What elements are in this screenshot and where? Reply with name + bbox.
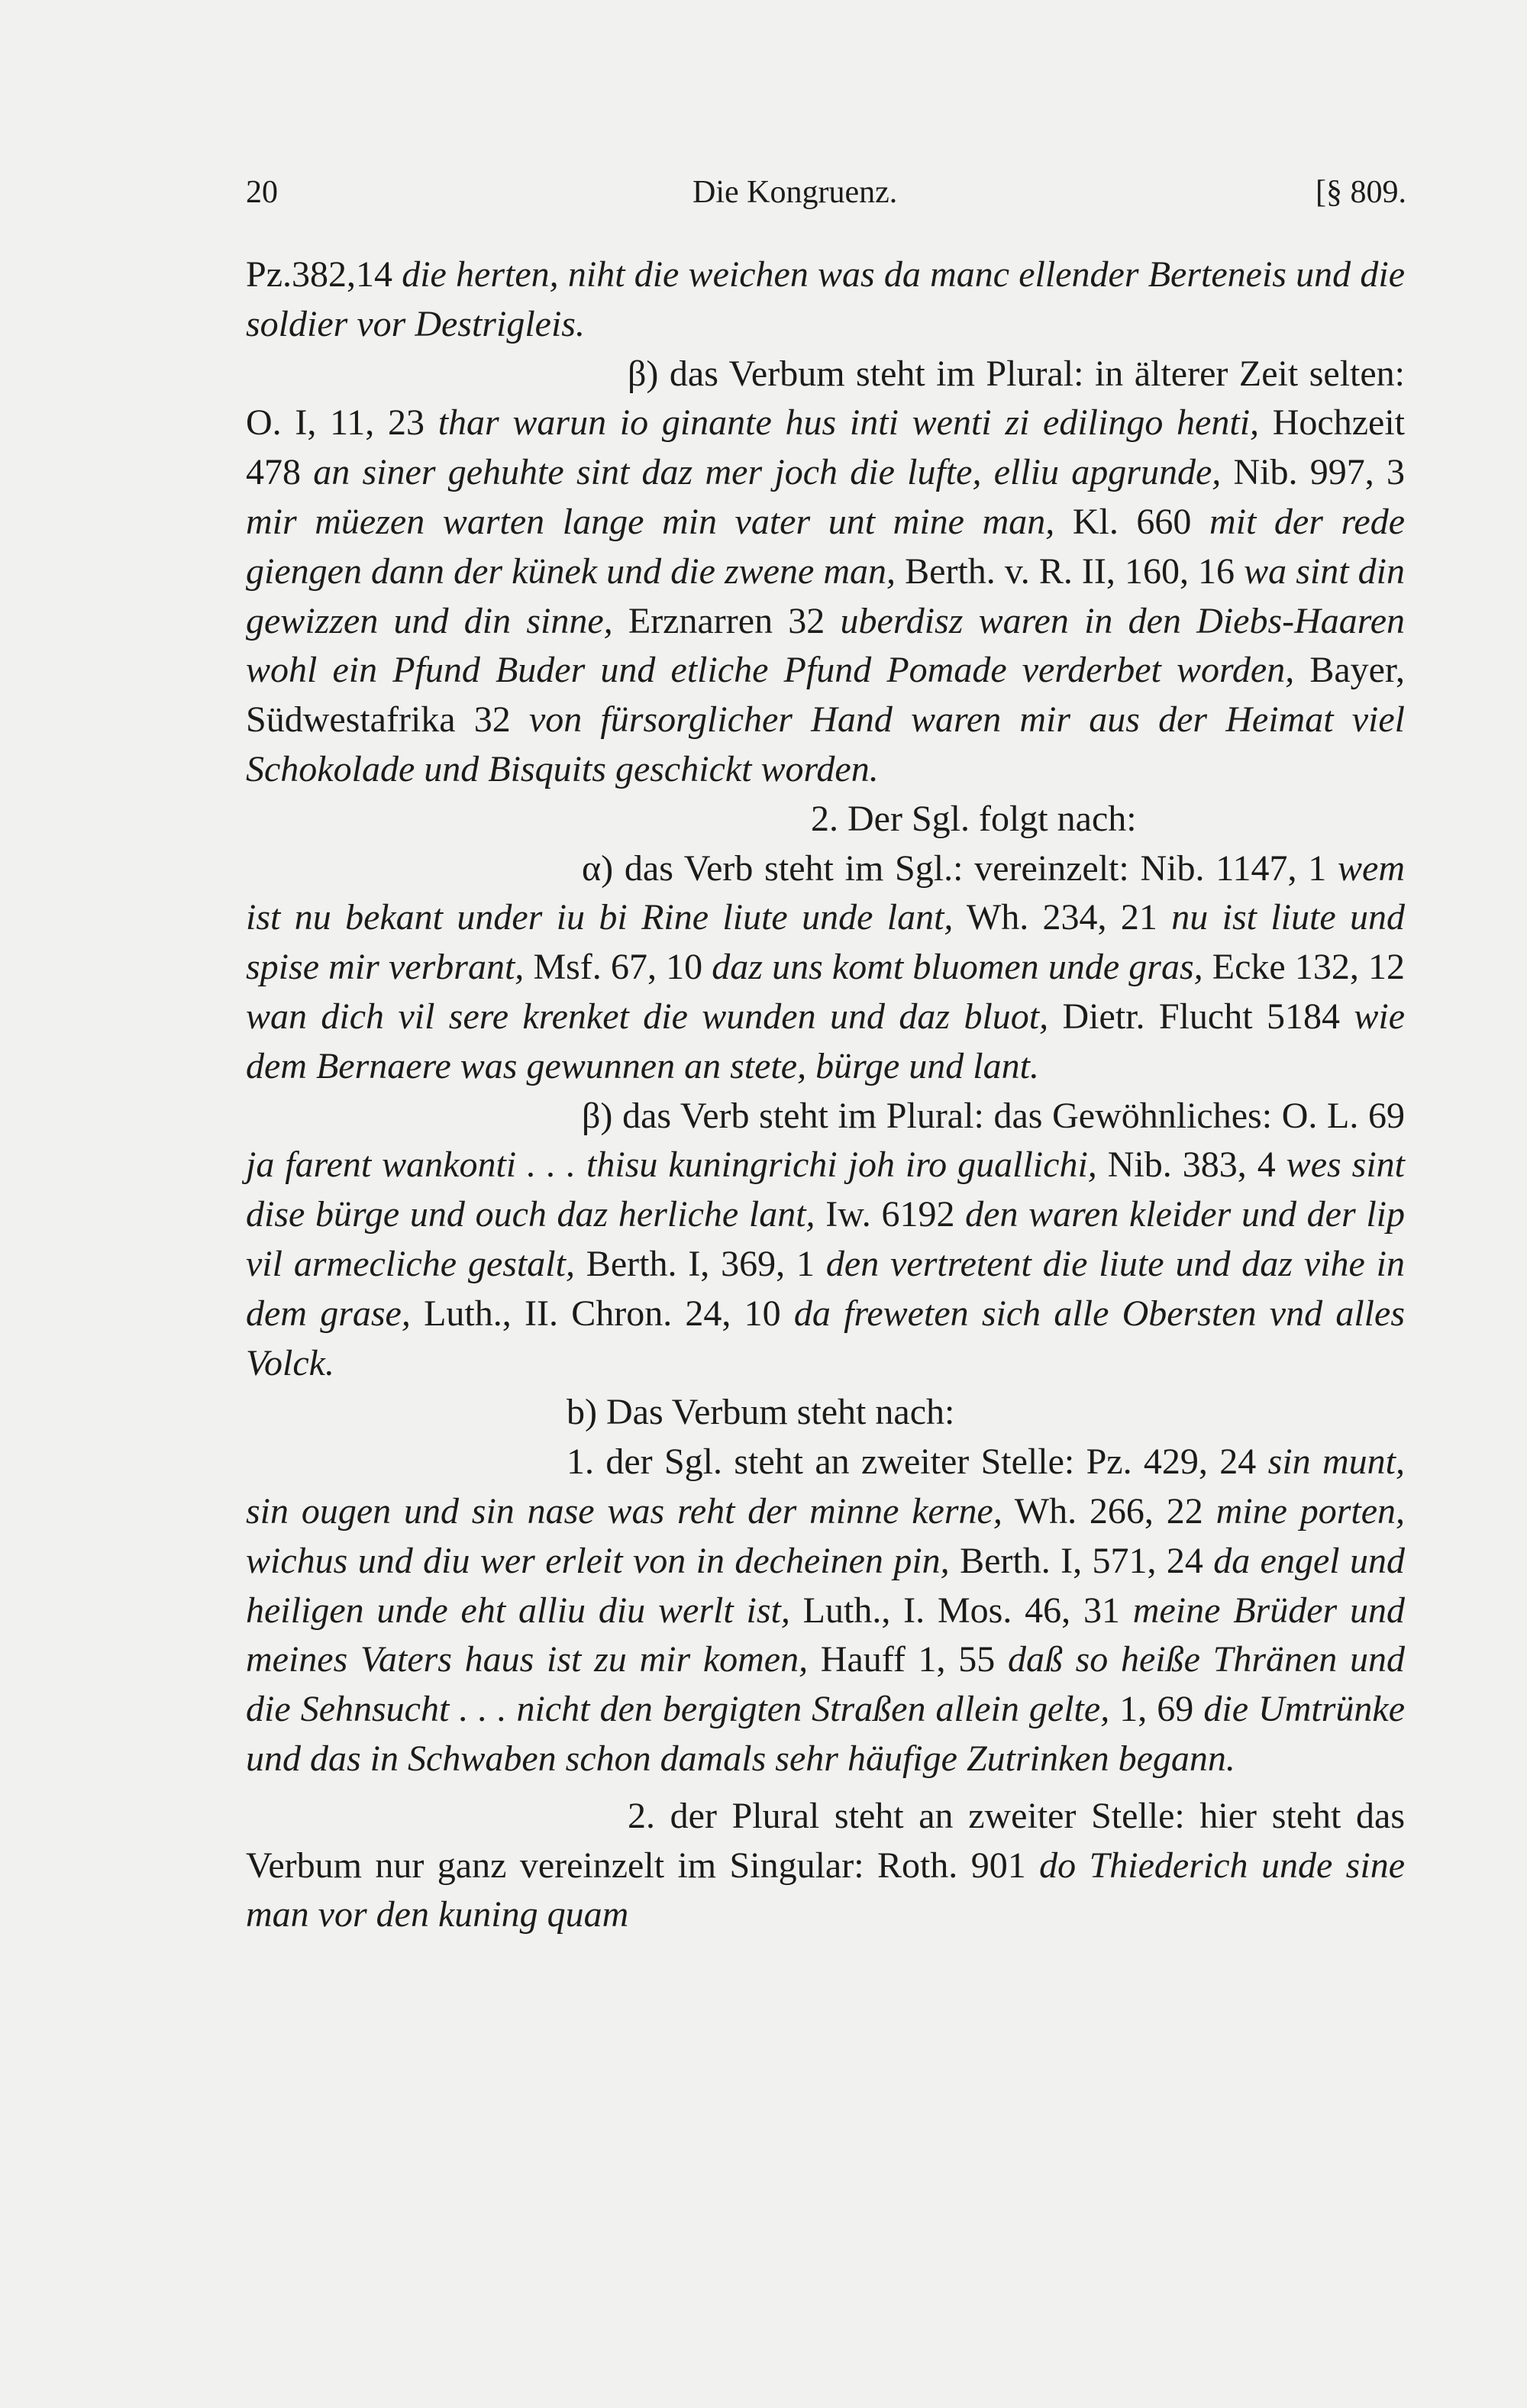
quotation-text: uberdisz waren in den Diebs-Haaren wohl ein Pfund Buder und etliche Pfund Pomade verderbet worden, [246,600,1406,691]
reference-text: α) das Verb steht im Sgl.: vereinzelt: Nib. 1147, 1 [582,847,1338,889]
reference-text: Msf. 67, 10 [524,947,712,988]
quotation-text: wie dem Bernaere was gewunnen an stete, bürge und lant. [246,996,1405,1086]
quotation-text: mit der rede giengen dann der künek und die zwene man, [246,501,1406,592]
reference-text: Berth. I, 571, 24 [949,1540,1214,1581]
quotation-text: die herten, niht die weichen was da manc ellender Berteneis und die soldier vor Destrigleis. [246,254,1406,344]
reference-text: Pz.382,14 [246,254,402,295]
quotation-text: wem ist nu bekant under iu bi Rine liute unde lant, [246,847,1405,938]
quotation-text: thar warun io ginante hus inti wenti zi edilingo henti, [437,402,1260,444]
quotation-text: den vertretent die liute und daz vihe in dem grase, [246,1243,1405,1334]
paragraph [246,1792,1405,1940]
quotation-text: ja farent wankonti . . . thisu kuningrichi joh iro guallichi, [246,1144,1097,1186]
reference-text: Kl. 660 [1054,501,1209,542]
reference-text: 1. der Sgl. steht an zweiter Stelle: Pz. 429, 24 [567,1441,1268,1483]
paragraph [246,844,1405,1092]
reference-text: 1, 69 [1109,1689,1204,1730]
reference-text: Hochzeit 478 [246,402,1406,493]
reference-text: b) Das Verbum steht nach: [567,1392,955,1433]
quotation-text: an siner gehuhte sint daz mer joch die lufte, elliu apgrunde, [313,452,1222,493]
quotation-text: wes sint dise bürge und ouch daz herliche lant, [246,1144,1405,1235]
page-number: 20 [246,175,278,210]
running-header [246,174,1406,223]
quotation-text: von fürsorglicher Hand waren mir aus der Heimat viel Schokolade und Bisquits geschickt worden. [246,699,1406,789]
reference-text: Luth., I. Mos. 46, 31 [789,1590,1133,1631]
running-title: Die Kongruenz. [692,175,898,210]
reference-text: Iw. 6192 [815,1194,966,1235]
reference-text: Erznarren 32 [612,600,841,641]
paragraph [246,1092,1405,1389]
paragraph [246,350,1405,795]
quotation-text: da engel und heiligen unde eht alliu diu werlt ist, [246,1540,1406,1631]
reference-text: Berth. I, 369, 1 [574,1243,826,1284]
paragraph [246,795,1405,844]
section-marker: [§ 809. [1316,175,1406,210]
quotation-text: daz uns komt bluomen unde gras, [712,947,1203,988]
paragraph [246,1438,1405,1784]
quotation-text: do Thiederich unde sine man vor den kuning quam [246,1845,1405,1935]
quotation-text: den waren kleider und der lip vil armecliche gestalt, [246,1194,1406,1284]
quotation-text: meine Brüder und meines Vaters haus ist zu mir komen, [246,1590,1406,1680]
quotation-text: wan dich vil sere krenket die wunden und daz bluot, [246,996,1049,1037]
quotation-text: mine porten, wichus und diu wer erleit von in decheinen pin, [246,1490,1406,1581]
reference-text: Bayer, Südwestafrika 32 [246,650,1406,741]
reference-text: β) das Verb steht im Plural: das Gewöhnliches: O. L. 69 [582,1095,1405,1136]
body-text [246,250,1405,1940]
paragraph [246,250,1405,350]
reference-text: 2. Der Sgl. folgt nach: [811,798,1137,839]
quotation-text: sin munt, sin ougen und sin nase was reht der minne kerne, [246,1441,1406,1532]
reference-text: Ecke 132, 12 [1203,947,1406,988]
reference-text: Wh. 266, 22 [1002,1490,1216,1532]
reference-text: Berth. v. R. II, 160, 16 [896,550,1245,592]
reference-text: Hauff 1, 55 [808,1639,1008,1680]
reference-text: β) das Verbum steht im Plural: in älterer Zeit selten: O. I, 11, 23 [246,353,1405,444]
reference-text: Luth., II. Chron. 24, 10 [410,1293,794,1334]
quotation-text: nu ist liute und spise mir verbrant, [246,897,1405,988]
quotation-text: mir müezen warten lange min vater unt mine man, [246,501,1055,542]
quotation-text: daß so heiße Thränen und die Sehnsucht . . . nicht den bergigten Straßen allein gelte, [246,1639,1406,1730]
reference-text: Wh. 234, 21 [953,897,1172,938]
reference-text: Nib. 383, 4 [1096,1144,1286,1186]
quotation-text: die Umtrünke und das in Schwaben schon damals sehr häufige Zutrinken begann. [246,1689,1406,1779]
quotation-text: wa sint din gewizzen und din sinne, [246,550,1406,641]
reference-text: Nib. 997, 3 [1221,452,1406,493]
reference-text: Dietr. Flucht 5184 [1048,996,1354,1037]
paragraph [246,1388,1405,1438]
reference-text: 2. der Plural steht an zweiter Stelle: hier steht das Verbum nur ganz vereinzelt im Singular: Roth. 901 [246,1795,1405,1886]
quotation-text: da freweten sich alle Obersten vnd alles Volck. [246,1293,1406,1383]
